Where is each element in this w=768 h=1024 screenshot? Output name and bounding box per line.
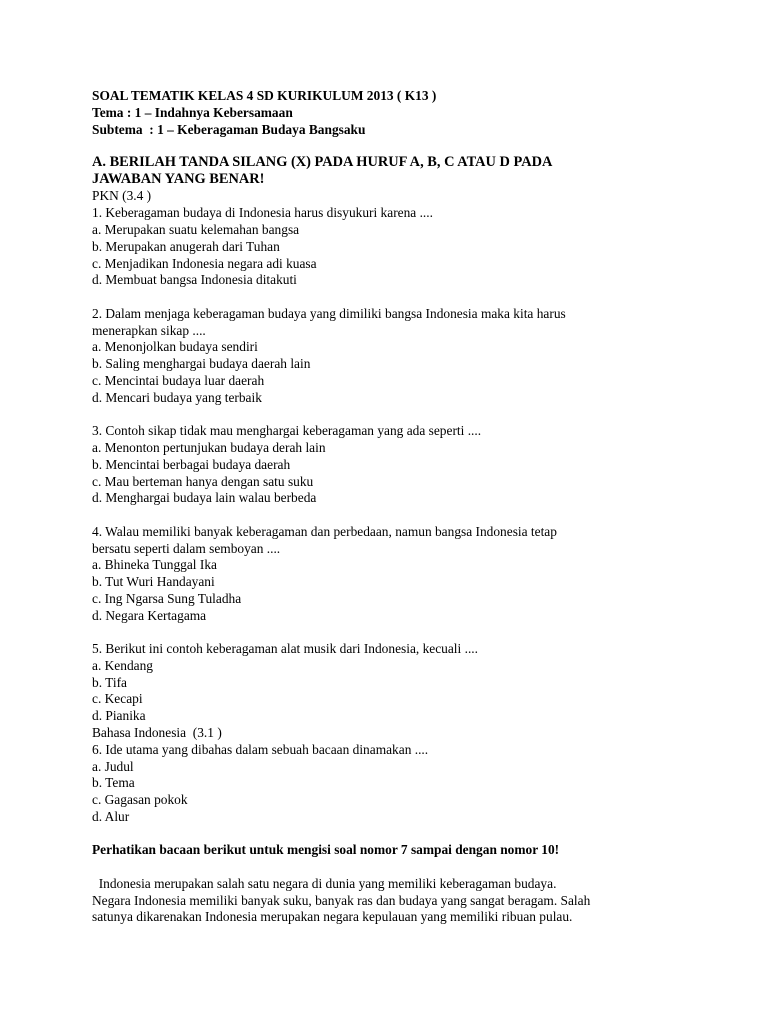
option-c: c. Kecapi [92,691,143,707]
option-a: a. Judul [92,758,134,774]
question-text: 6. Ide utama yang dibahas dalam sebuah bacaan dinamakan .... [92,741,429,757]
option-a: a. Menonjolkan budaya sendiri [92,339,258,355]
option-b: b. Merupakan anugerah dari Tuhan [92,238,280,254]
question-5 [92,641,712,725]
tema-line: Tema : 1 – Indahnya Kebersamaan [92,104,293,120]
question-4 [92,524,712,625]
option-b: b. Tifa [92,674,127,690]
question-6 [92,742,712,826]
subtema-line: Subtema : 1 – Keberagaman Budaya Bangsaku [92,121,366,137]
reading-passage [92,876,712,926]
document-title: SOAL TEMATIK KELAS 4 SD KURIKULUM 2013 ( K13 ) [92,88,437,103]
option-d: d. Negara Kertagama [92,607,207,623]
option-a: a. Menonton pertunjukan budaya derah lain [92,439,326,455]
question-2 [92,306,712,407]
question-1 [92,205,712,289]
document-header [92,88,712,138]
option-c: c. Ing Ngarsa Sung Tuladha [92,590,242,606]
reading-instruction [92,842,712,859]
question-text-continued: menerapkan sikap .... [92,322,206,338]
question-text: 5. Berikut ini contoh keberagaman alat musik dari Indonesia, kecuali .... [92,641,478,657]
question-text: 3. Contoh sikap tidak mau menghargai keberagaman yang ada seperti .... [92,423,482,439]
option-b: b. Tut Wuri Handayani [92,574,215,590]
option-b: b. Saling menghargai budaya daerah lain [92,356,311,372]
option-b: b. Mencintai berbagai budaya daerah [92,456,291,472]
option-d: d. Alur [92,809,130,825]
section-a-instruction-line-1: A. BERILAH TANDA SILANG (X) PADA HURUF A, B, C ATAU D PADA [92,154,553,171]
option-c: c. Mencintai budaya luar daerah [92,372,265,388]
option-c: c. Menjadikan Indonesia negara adi kuasa [92,255,317,271]
option-a: a. Kendang [92,657,153,673]
option-d: d. Mencari budaya yang terbaik [92,389,262,405]
option-d: d. Pianika [92,708,146,724]
option-c: c. Gagasan pokok [92,792,188,808]
option-d: d. Membuat bangsa Indonesia ditakuti [92,272,297,288]
passage-line-2: Negara Indonesia memiliki banyak suku, banyak ras dan budaya yang sangat beragam. Salah [92,892,591,908]
pkn-label: PKN (3.4 ) [92,188,152,204]
option-d: d. Menghargai budaya lain walau berbeda [92,490,317,506]
question-text-continued: bersatu seperti dalam semboyan .... [92,540,281,556]
section-a-instruction [92,154,712,188]
option-c: c. Mau berteman hanya dengan satu suku [92,473,314,489]
question-text: 1. Keberagaman budaya di Indonesia harus disyukuri karena .... [92,205,433,221]
passage-line-3: satunya dikarenakan Indonesia merupakan negara kepulauan yang memiliki ribuan pulau. [92,909,573,925]
reading-instruction-text: Perhatikan bacaan berikut untuk mengisi soal nomor 7 sampai dengan nomor 10! [92,842,560,858]
question-text: 2. Dalam menjaga keberagaman budaya yang dimiliki bangsa Indonesia maka kita harus [92,305,566,321]
bahasa-indonesia-label: Bahasa Indonesia (3.1 ) [92,725,222,741]
section-a-instruction-line-2: JAWABAN YANG BENAR! [92,171,265,188]
option-a: a. Merupakan suatu kelemahan bangsa [92,221,300,237]
passage-line-1: Indonesia merupakan salah satu negara di dunia yang memiliki keberagaman budaya. [92,875,557,891]
option-b: b. Tema [92,775,135,791]
question-text: 4. Walau memiliki banyak keberagaman dan perbedaan, namun bangsa Indonesia tetap [92,523,557,539]
document-page [92,88,712,926]
question-3 [92,423,712,507]
option-a: a. Bhineka Tunggal Ika [92,557,217,573]
